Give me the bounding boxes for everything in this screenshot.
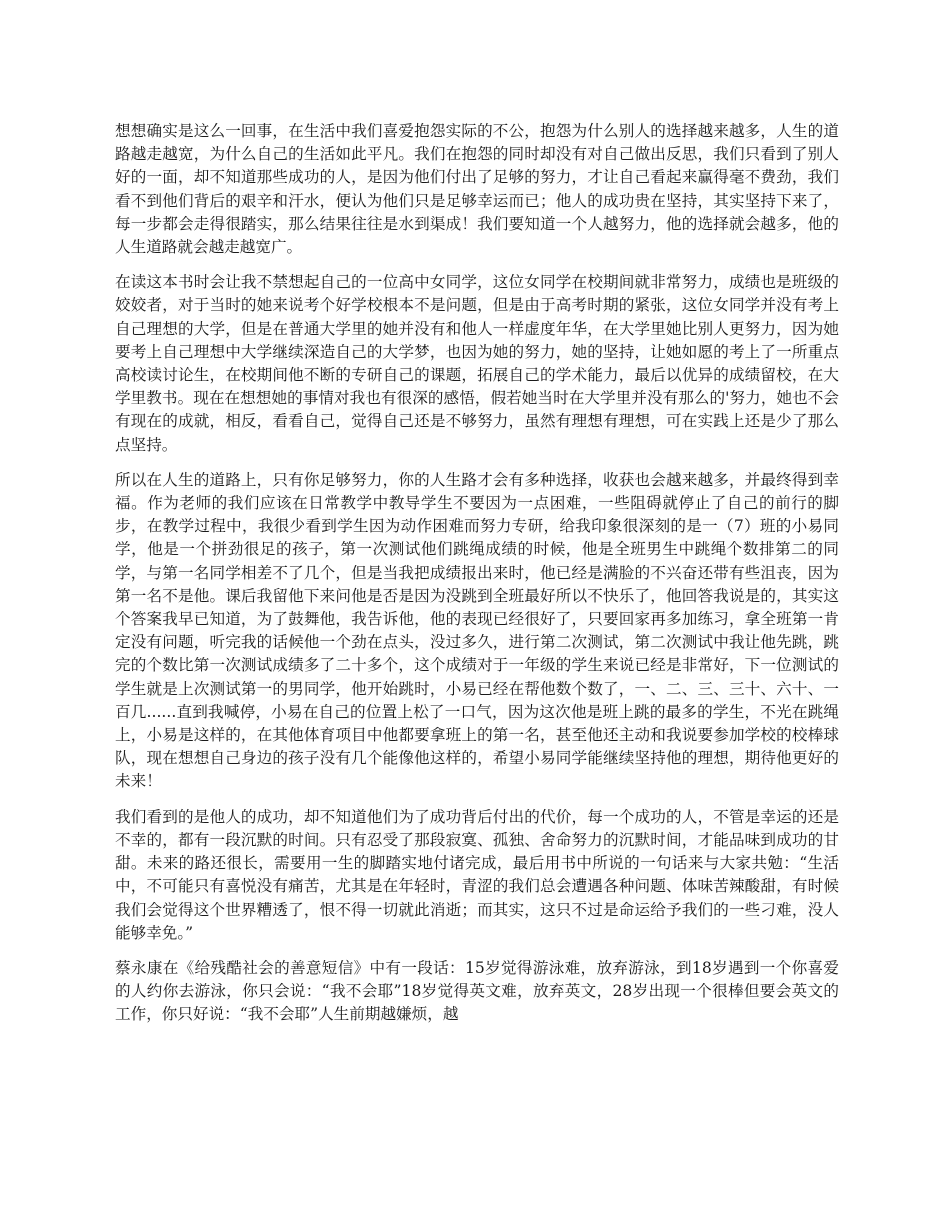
paragraph-silent-time: 我们看到的是他人的成功，却不知道他们为了成功背后付出的代价，每一个成功的人，不管是幸运的还是不幸的，都有一段沉默的时间。只有忍受了那段寂寞、孤独、舍命努力的沉默时间，才能品味到成功的甘甜。未来的路还很长，需要用一生的脚踏实地付诸完成，最后用书中所说的一句话来与大家共勉：“生活中，不可能只有喜悦没有痛苦，尤其是在年轻时，青涩的我们总会遭遇各种问题、体味苦辣酸甜，有时候我们会觉得这个世界糟透了，恨不得一切就此消逝；而其实，这只不过是命运给予我们的一些刁难，没人能够幸免。”	[115, 807, 839, 942]
paragraph-student-xiaoyi: 所以在人生的道路上，只有你足够努力，你的人生路才会有多种选择，收获也会越来越多，并最终得到幸福。作为老师的我们应该在日常教学中教导学生不要因为一点困难，一些阻碍就停止了自己的前行的脚步，在教学过程中，我很少看到学生因为动作困难而努力专研，给我印象很深刻的是一（7）班的小易同学，他是一个拼劲很足的孩子，第一次测试他们跳绳成绩的时候，他是全班男生中跳绳个数排第二的同学，与第一名同学相差不了几个，但是当我把成绩报出来时，他已经是满脸的不兴奋还带有些沮丧，因为第一名不是他。课后我留他下来问他是否是因为没跳到全班最好所以不快乐了，他回答我说是的，其实这个答案我早已知道，为了鼓舞他，我告诉他，他的表现已经很好了，只要回家再多加练习，拿全班第一肯定没有问题，听完我的话候他一个劲在点头，没过多久，进行第二次测试，第二次测试中我让他先跳，跳完的个数比第一次测试成绩多了二十多个，这个成绩对于一年级的学生来说已经是非常好，下一位测试的学生就是上次测试第一的男同学，他开始跳时，小易已经在帮他数个数了，一、二、三、三十、六十、一百几......直到我喊停，小易在自己的位置上松了一口气，因为这次他是班上跳的最多的学生，不光在跳绳上，小易是这样的，在其他体育项目中他都要拿班上的第一名，甚至他还主动和我说要参加学校的校棒球队，现在想想自己身边的孩子没有几个能像他这样的，希望小易同学能继续坚持他的理想，期待他更好的未来！	[115, 470, 839, 791]
paragraph-classmate-story: 在读这本书时会让我不禁想起自己的一位高中女同学，这位女同学在校期间就非常努力，成绩也是班级的姣姣者，对于当时的她来说考个好学校根本不是问题，但是由于高考时期的紧张，这位女同学并没有考上自己理想的大学，但是在普通大学里的她并没有和他人一样虚度年华，在大学里她比别人更努力，因为她要考上自己理想中大学继续深造自己的大学梦，也因为她的努力，她的坚持，让她如愿的考上了一所重点高校读讨论生，在校期间他不断的专研自己的课题，拓展自己的学术能力，最后以优异的成绩留校，在大学里教书。现在在想想她的事情对我也有很深的感悟，假若她当时在大学里并没有那么的'努力，她也不会有现在的成就，相反，看看自己，觉得自己还是不够努力，虽然有理想有理想，可在实践上还是少了那么点坚持。	[115, 273, 839, 454]
document-body	[115, 120, 839, 1039]
paragraph-complaint-reflection: 想想确实是这么一回事，在生活中我们喜爱抱怨实际的不公，抱怨为什么别人的选择越来越多，人生的道路越走越宽，为什么自己的生活如此平凡。我们在抱怨的同时却没有对自己做出反思，我们只看到了别人好的一面，却不知道那些成功的人，是因为他们付出了足够的努力，才让自己看起来赢得毫不费劲，我们看不到他们背后的艰辛和汗水，便认为他们只是足够幸运而已；他人的成功贵在坚持，其实坚持下来了，每一步都会走得很踏实，那么结果往往是水到渠成！我们要知道一个人越努力，他的选择就会越多，他的人生道路就会越走越宽广。	[115, 122, 839, 257]
paragraph-cai-kangyong-quote: 蔡永康在《给残酷社会的善意短信》中有一段话：15岁觉得游泳难，放弃游泳，到18岁遇到一个你喜爱的人约你去游泳，你只会说：“我不会耶”18岁觉得英文难，放弃英文，28岁出现一个很棒但要会英文的工作，你只好说：“我不会耶”人生前期越嫌烦，越	[115, 958, 839, 1024]
